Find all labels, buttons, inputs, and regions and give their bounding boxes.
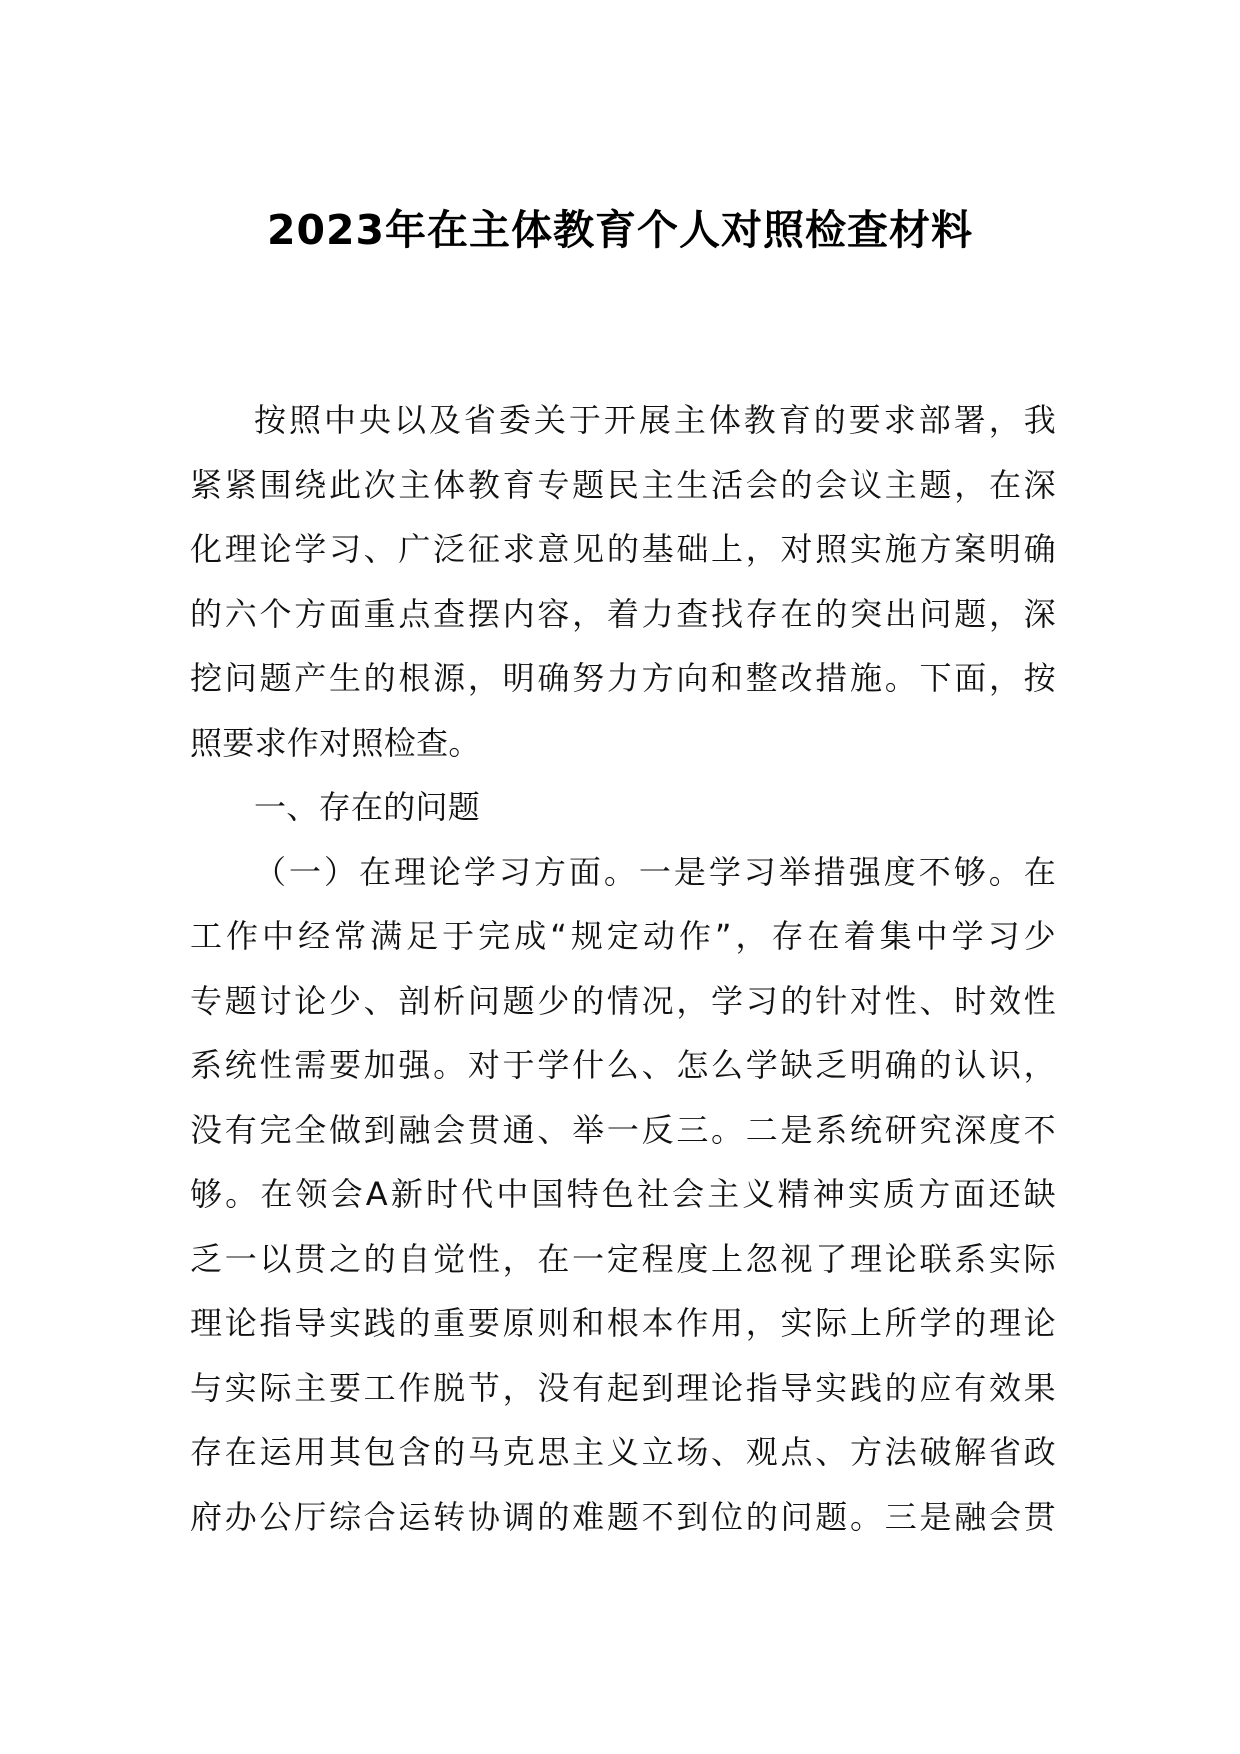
document-title: 2023年在主体教育个人对照检查材料 (266, 206, 974, 254)
text-line: 紧紧围绕此次主体教育专题民主生活会的会议主题，在深 (190, 465, 1056, 504)
text-line: 府办公厅综合运转协调的难题不到位的问题。三是融会贯 (190, 1497, 1056, 1536)
text-line: 的六个方面重点查摆内容，着力查找存在的突出问题，深 (190, 594, 1056, 633)
text-line: 照要求作对照检查。 (190, 723, 481, 762)
text-line: 一、存在的问题 (254, 788, 481, 826)
text-line: 专题讨论少、剖析问题少的情况，学习的针对性、时效性 (190, 981, 1056, 1020)
text-line: 存在运用其包含的马克思主义立场、观点、方法破解省政 (190, 1433, 1056, 1471)
text-line: 理论指导实践的重要原则和根本作用，实际上所学的理论 (190, 1304, 1056, 1342)
text-line: 系统性需要加强。对于学什么、怎么学缺乏明确的认识， (190, 1046, 1056, 1084)
text-line: 够。在领会A新时代中国特色社会主义精神实质方面还缺 (190, 1175, 1056, 1213)
text-line: 工作中经常满足于完成“规定动作”，存在着集中学习少 (190, 917, 1056, 955)
text-line: （一）在理论学习方面。一是学习举措强度不够。在 (254, 852, 1056, 891)
text-line: 没有完全做到融会贯通、举一反三。二是系统研究深度不 (190, 1110, 1056, 1149)
text-line: 化理论学习、广泛征求意见的基础上，对照实施方案明确 (190, 530, 1056, 568)
document-body (190, 388, 1056, 1549)
text-line: 与实际主要工作脱节，没有起到理论指导实践的应有效果 (190, 1368, 1056, 1407)
text-line: 乏一以贯之的自觉性，在一定程度上忽视了理论联系实际 (190, 1239, 1056, 1278)
text-line: 按照中央以及省委关于开展主体教育的要求部署，我 (254, 401, 1056, 439)
text-line: 挖问题产生的根源，明确努力方向和整改措施。下面，按 (190, 659, 1056, 697)
